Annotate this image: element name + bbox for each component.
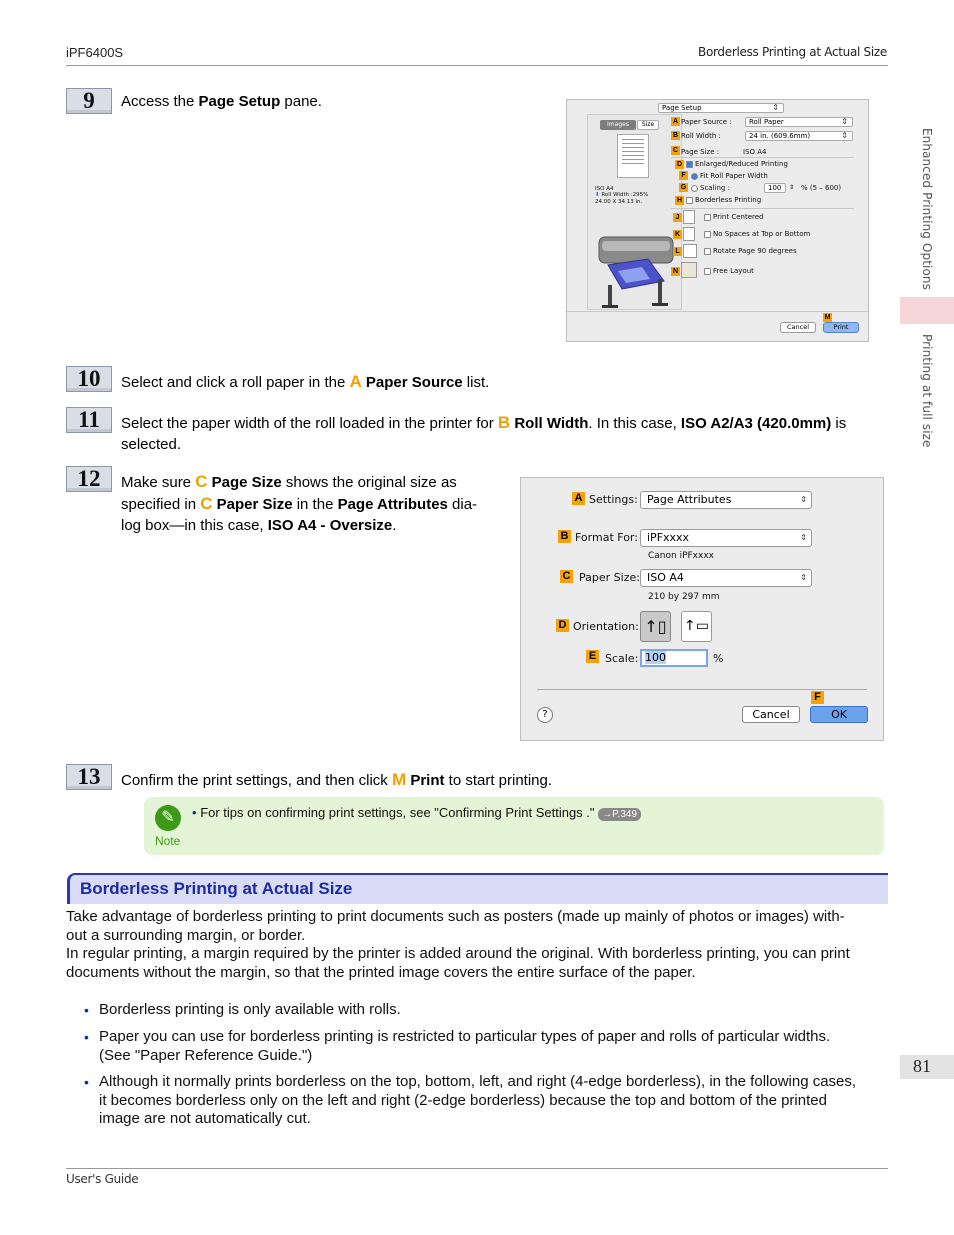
note-text: • For tips on confirming print settings, see "Confirming Print Settings ." →P.349 <box>192 805 641 821</box>
cancel-button-2[interactable]: Cancel <box>742 706 800 723</box>
badge-h: H <box>676 197 683 204</box>
badge-j: J <box>673 213 682 222</box>
page-setup-screenshot <box>566 99 869 342</box>
format-label: Format For: <box>575 531 638 544</box>
badge-a: A <box>672 118 679 125</box>
preview-roll-width: ⬇ Roll Width :295% <box>595 192 649 198</box>
page-size-label: Page Size : <box>681 148 720 156</box>
step-number-10: 10 <box>66 366 112 392</box>
bullet-item: • Borderless printing is only available with rolls. <box>84 1001 401 1018</box>
side-tab-highlight <box>900 297 954 324</box>
step-number-9: 9 <box>66 88 112 114</box>
page-attributes-screenshot <box>520 477 884 741</box>
badge-l: L <box>673 247 682 256</box>
ok-button[interactable]: OK <box>810 706 868 723</box>
tab-size[interactable]: Size <box>637 120 659 130</box>
section-heading-bar <box>67 873 888 904</box>
badge-f2: F <box>811 691 824 704</box>
badge-d2: D <box>556 619 569 632</box>
rotate-checkbox[interactable]: Rotate Page 90 degrees <box>704 247 797 255</box>
format-select[interactable]: iPFxxxx ⇕ <box>640 529 812 547</box>
tab-images[interactable]: Images <box>600 120 636 130</box>
borderless-checkbox[interactable]: Borderless Printing <box>686 196 761 204</box>
footer-rule <box>66 1168 888 1169</box>
step-number-13: 13 <box>66 764 112 790</box>
step-12-text: Make sure C Page Size shows the original size as specified in C Paper Size in the Page Attributes dia- log box—in this case, ISO A4 - Oversize. <box>121 472 478 534</box>
badge-f: F <box>679 171 688 180</box>
scaling-input[interactable]: 100 <box>764 183 786 193</box>
page-ref-link[interactable]: →P.349 <box>598 808 641 821</box>
side-chapter: Enhanced Printing Options <box>920 128 934 290</box>
badge-n: N <box>672 268 679 275</box>
badge-m: M <box>824 314 831 321</box>
paper-source-select[interactable]: Roll Paper ⇕ <box>745 117 853 127</box>
badge-a2: A <box>572 492 585 505</box>
scale-unit: % <box>713 652 724 665</box>
pane-select[interactable]: Page Setup ⇕ <box>658 103 784 113</box>
footer-guide: User's Guide <box>66 1172 139 1186</box>
paper-size-sub: 210 by 297 mm <box>648 592 720 602</box>
free-layout-checkbox[interactable]: Free Layout <box>704 267 754 275</box>
bullet-item: • Although it normally prints borderless on the top, bottom, left, and right (4-edge borderless), in the following cases, it becomes borderless only on the left and right (2-edge borderless) because the top and bottom of the printed image are not automatically cut. <box>84 1073 857 1127</box>
paper-size-label: Paper Size: <box>579 571 640 584</box>
step-11-text: Select the paper width of the roll loaded in the printer for B Roll Width. In this case, ISO A2/A3 (420.0mm) is selected. <box>121 413 847 453</box>
orientation-label: Orientation: <box>573 620 639 633</box>
preview-size: ISO A4 <box>595 186 614 192</box>
bullet-item: • Paper you can use for borderless printing is restricted to particular types of paper and rolls of particular widths. (See "Paper Reference Guide.") <box>84 1028 831 1064</box>
print-button[interactable]: Print <box>823 322 859 333</box>
rotate-icon <box>683 244 697 258</box>
step-13-text: Confirm the print settings, and then click M Print to start printing. <box>121 770 553 789</box>
page-preview <box>617 134 649 178</box>
scale-label: Scale: <box>605 652 639 665</box>
free-layout-icon <box>681 262 697 278</box>
paper-size-select[interactable]: ISO A4 ⇕ <box>640 569 812 587</box>
paper-source-label: Paper Source : <box>681 118 732 126</box>
header-model: iPF6400S <box>66 45 124 60</box>
print-centered-icon <box>683 210 695 224</box>
preview-panel <box>587 114 682 310</box>
no-spaces-checkbox[interactable]: No Spaces at Top or Bottom <box>704 230 810 238</box>
badge-g: G <box>680 184 687 191</box>
step-number-11: 11 <box>66 407 112 433</box>
scale-input[interactable]: 100 <box>640 649 708 667</box>
printer-illustration <box>596 223 676 309</box>
page-size-value: ISO A4 <box>743 148 767 156</box>
badge-b2: B <box>558 530 571 543</box>
side-subsection: Printing at full size <box>920 334 934 448</box>
badge-k: K <box>674 231 681 238</box>
scaling-radio[interactable]: Scaling : <box>691 184 730 192</box>
portrait-orientation-button[interactable]: ↑▯ <box>640 611 671 642</box>
badge-c: C <box>672 147 679 154</box>
note-pencil-icon: ✎ <box>155 805 181 831</box>
header-rule <box>66 65 888 66</box>
step-10-text: Select and click a roll paper in the A Paper Source list. <box>121 372 490 391</box>
settings-label: Settings: <box>589 493 638 506</box>
section-title: Borderless Printing at Actual Size <box>80 879 353 898</box>
note-label: Note <box>155 834 181 848</box>
help-button[interactable]: ? <box>537 707 553 723</box>
cancel-button[interactable]: Cancel <box>780 322 816 333</box>
scaling-range: % (5 – 600) <box>801 184 842 192</box>
header-section: Borderless Printing at Actual Size <box>698 45 887 59</box>
page-number: 81 <box>913 1056 931 1076</box>
badge-b: B <box>672 132 679 139</box>
landscape-orientation-button[interactable]: ↑▭ <box>681 611 712 642</box>
badge-c2: C <box>560 570 573 583</box>
settings-select[interactable]: Page Attributes ⇕ <box>640 491 812 509</box>
no-spaces-icon <box>683 227 695 241</box>
fit-roll-radio[interactable]: Fit Roll Paper Width <box>691 172 768 180</box>
step-9-text: Access the Page Setup pane. <box>121 93 322 110</box>
preview-dimensions: 24.00 X 34.13 in. <box>595 199 643 205</box>
note-box <box>144 797 884 855</box>
enlarged-checkbox[interactable]: Enlarged/Reduced Printing <box>686 160 788 168</box>
roll-width-label: Roll Width : <box>681 132 721 140</box>
roll-width-select[interactable]: 24 in. (609.6mm) ⇕ <box>745 131 853 141</box>
badge-d: D <box>676 161 683 168</box>
badge-e2: E <box>586 650 599 663</box>
step-number-12: 12 <box>66 466 112 492</box>
format-sub: Canon iPFxxxx <box>648 551 714 561</box>
scaling-stepper[interactable]: ⇕ <box>789 184 795 191</box>
intro-paragraph: Take advantage of borderless printing to print documents such as posters (made up mainly of photos or images) with- out a surrounding margin, or border. In regular printing, a margin required by the printer is added around the original. With borderless printing, you can print documents without the margin, so that the printed image covers the entire surface of the paper. <box>66 908 850 981</box>
print-centered-checkbox[interactable]: Print Centered <box>704 213 763 221</box>
